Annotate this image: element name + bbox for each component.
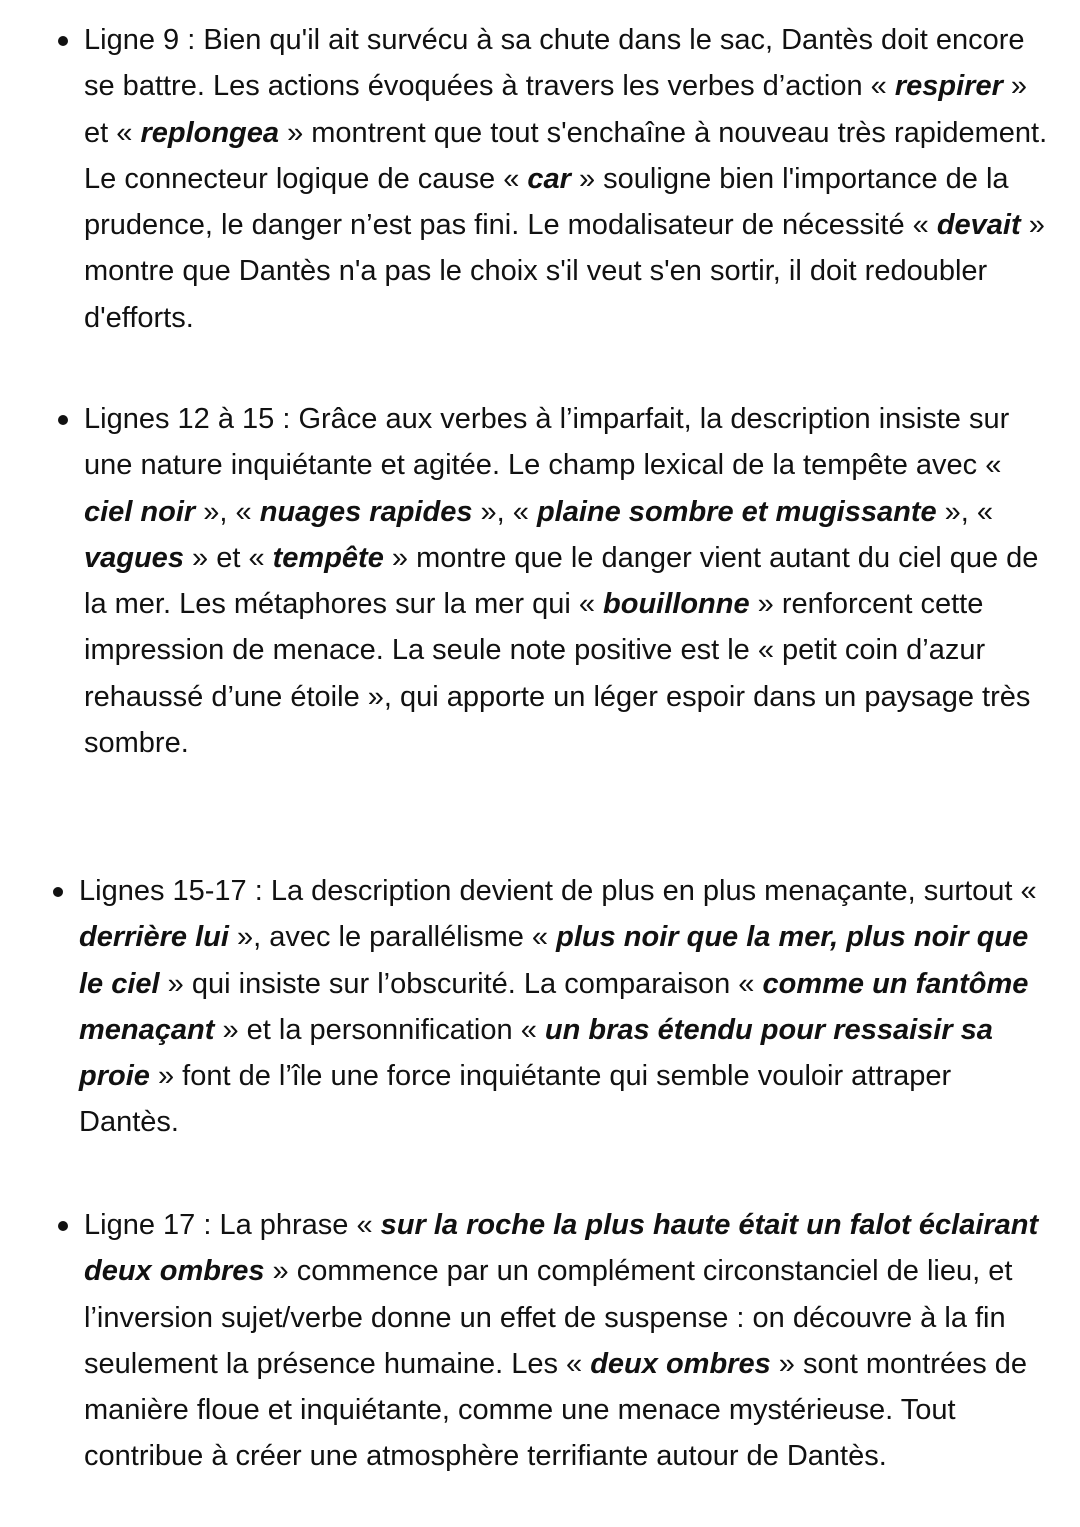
paragraph (79, 868, 1039, 1146)
text-segment: Lignes 12 à 15 : Grâce aux verbes à l’imparfait, la description insiste sur une nature inquiétante et agitée. Le champ lexical de la tempête avec « (84, 403, 1010, 482)
emphasis-quote: nuages rapides (259, 495, 473, 528)
list-item (79, 868, 1039, 1146)
text-segment: » renforcent cette impression de menace. La seule note positive est le « petit coin d’azur rehaussé d’une étoile », qui apporte un léger espoir dans un paysage très sombre. (84, 588, 1031, 760)
text-segment: » sont montrées de manière floue et inquiétante, comme une menace mystérieuse. Tout contribue à créer une atmosphère terrifiante autour de Dantès. (84, 1347, 1028, 1473)
list-item (84, 1202, 1059, 1480)
paragraph (84, 1202, 1059, 1480)
text-segment: Ligne 17 : La phrase « (84, 1209, 381, 1241)
emphasis-quote: ciel noir (84, 495, 196, 528)
emphasis-quote: derrière lui (79, 921, 229, 954)
text-segment: » montrent que tout s'enchaîne à nouveau très rapidement. Le connecteur logique de cause « (84, 116, 1048, 195)
text-segment: Lignes 15-17 : La description devient de plus en plus menaçante, surtout « (79, 875, 1037, 907)
list-item (84, 17, 1059, 341)
text-segment: » montre que le danger vient autant du ciel que de la mer. Les métaphores sur la mer qui « (84, 541, 1039, 621)
text-segment: » commence par un complément circonstanciel de lieu, et l’inversion sujet/verbe donne un effet de suspense : on découvre à la fin seulement la présence humaine. Les « (84, 1255, 1013, 1380)
text-segment: », « (195, 495, 260, 528)
emphasis-quote: un bras étendu pour ressaisir sa proie (79, 1013, 993, 1093)
text-segment: », « (472, 495, 537, 528)
bullet-dot-icon (58, 1221, 68, 1231)
text-segment: » montre que Dantès n'a pas le choix s'il veut s'en sortir, il doit redoubler d'efforts. (84, 209, 1045, 334)
emphasis-quote: plus noir que la mer, plus noir que le ciel (79, 921, 1029, 1000)
bullet-dot-icon (53, 887, 63, 897)
emphasis-quote: sur la roche la plus haute était un falot éclairant deux ombres (84, 1209, 1039, 1288)
text-segment: » souligne bien l'importance de la prudence, le danger n’est pas fini. Le modalisateur de nécessité « (84, 162, 1009, 242)
bullet-dot-icon (58, 36, 68, 46)
text-segment: », « (936, 495, 994, 528)
text-segment: » et la personnification « (214, 1013, 545, 1046)
emphasis-quote: bouillonne (603, 588, 750, 621)
emphasis-quote: vagues (84, 541, 184, 574)
emphasis-quote: devait (936, 209, 1021, 242)
text-segment: » qui insiste sur l’obscurité. La comparaison « (159, 967, 763, 1000)
emphasis-quote: replongea (140, 116, 280, 149)
emphasis-quote: tempête (272, 541, 384, 574)
text-segment: » et « (183, 541, 273, 574)
emphasis-quote: respirer (894, 70, 1003, 103)
emphasis-quote: deux ombres (590, 1347, 771, 1380)
list-item (84, 396, 1044, 766)
text-segment: » font de l’île une force inquiétante qui semble vouloir attraper Dantès. (79, 1060, 952, 1139)
emphasis-quote: car (527, 162, 571, 195)
paragraph (84, 396, 1044, 766)
emphasis-quote: comme un fantôme menaçant (79, 967, 1029, 1046)
paragraph (84, 17, 1059, 341)
emphasis-quote: plaine sombre et mugissante (536, 495, 937, 528)
bullet-dot-icon (58, 415, 68, 425)
text-segment: » et « (84, 70, 1028, 149)
text-segment: Ligne 9 : Bien qu'il ait survécu à sa chute dans le sac, Dantès doit encore se battre. Les actions évoquées à travers les verbes d’action « (84, 24, 1025, 103)
text-segment: », avec le parallélisme « (228, 921, 557, 954)
